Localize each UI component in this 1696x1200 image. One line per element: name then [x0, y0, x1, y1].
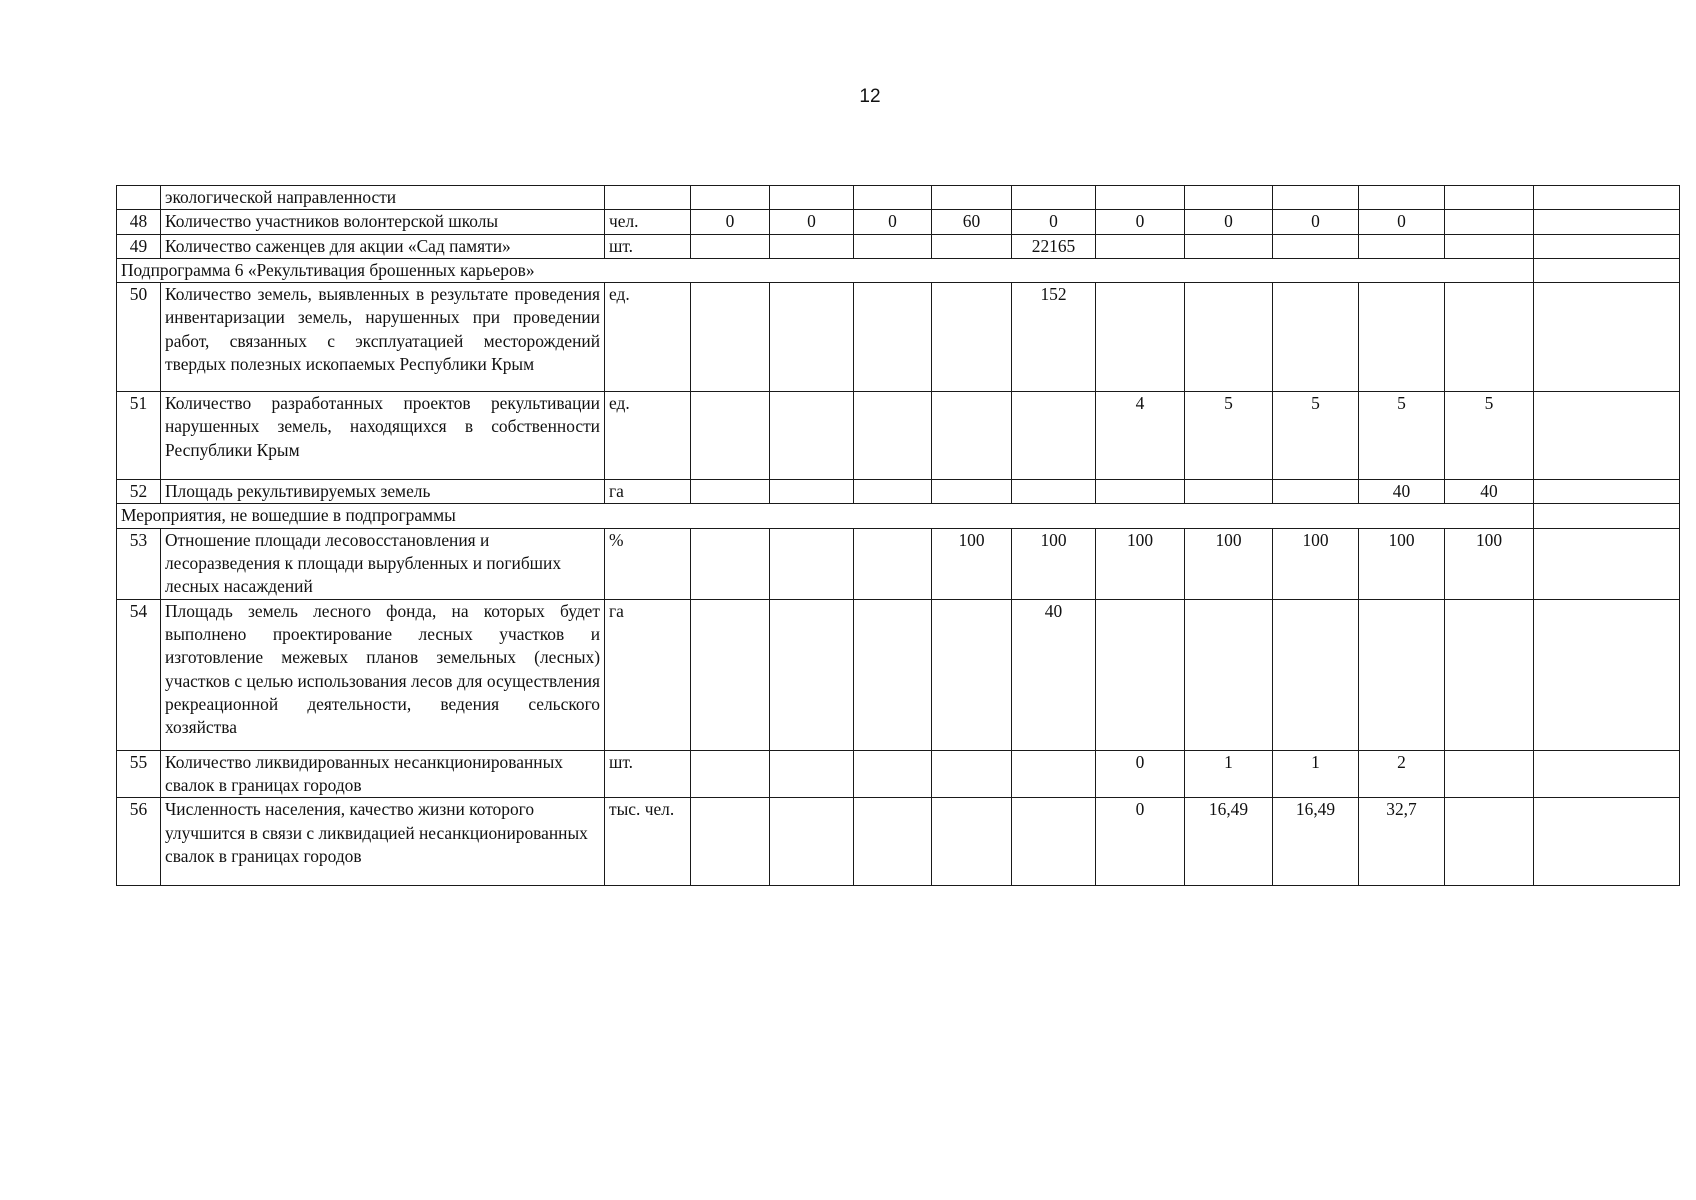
value-cell: [1185, 186, 1273, 210]
value-cell: [1185, 234, 1273, 258]
table-row: [117, 750, 1680, 798]
table-row: [117, 392, 1680, 480]
value-cell: [691, 283, 770, 392]
value-cell: [1185, 283, 1273, 392]
table-row: [117, 480, 1680, 504]
value-cell: [854, 186, 932, 210]
value-cell: [854, 283, 932, 392]
unit-cell: [605, 186, 691, 210]
value-cell: [1534, 528, 1680, 599]
value-cell: [1096, 480, 1185, 504]
indicator-name: Площадь рекультивируемых земель: [161, 480, 605, 504]
value-cell: 100: [1096, 528, 1185, 599]
value-cell: [691, 392, 770, 480]
unit-cell: ед.: [605, 392, 691, 480]
value-cell: [854, 528, 932, 599]
value-cell: 0: [1096, 798, 1185, 886]
value-cell: [1445, 599, 1534, 750]
unit-cell: шт.: [605, 234, 691, 258]
value-cell: [932, 283, 1012, 392]
value-cell: [854, 599, 932, 750]
value-cell: 5: [1359, 392, 1445, 480]
value-cell: [932, 480, 1012, 504]
value-cell: [770, 186, 854, 210]
value-cell: [691, 480, 770, 504]
value-cell: [1534, 234, 1680, 258]
unit-cell: шт.: [605, 750, 691, 798]
value-cell: 1: [1185, 750, 1273, 798]
value-cell: 0: [1096, 210, 1185, 234]
value-cell: [1359, 599, 1445, 750]
value-cell: 100: [1445, 528, 1534, 599]
value-cell: [1445, 186, 1534, 210]
value-cell: [1273, 186, 1359, 210]
value-cell: [770, 392, 854, 480]
value-cell: [691, 798, 770, 886]
table-row: [117, 186, 1680, 210]
value-cell: [770, 750, 854, 798]
row-number: 48: [117, 210, 161, 234]
value-cell: 100: [1012, 528, 1096, 599]
indicator-name: Количество саженцев для акции «Сад памяти»: [161, 234, 605, 258]
section-code-cell: [1534, 504, 1680, 528]
value-cell: [1359, 283, 1445, 392]
value-cell: [1096, 234, 1185, 258]
value-cell: [691, 186, 770, 210]
indicator-name: Площадь земель лесного фонда, на которых будет выполнено проектирование лесных участков и изготовление межевых планов земельных (лесных) участков с целью использования лесов для осуществления рекреационной деятельности, ведения сельского хозяйства: [161, 599, 605, 750]
value-cell: 0: [691, 210, 770, 234]
value-cell: 2: [1359, 750, 1445, 798]
value-cell: [1534, 186, 1680, 210]
indicator-name: Численность населения, качество жизни которого улучшится в связи с ликвидацией несанкционированных свалок в границах городов: [161, 798, 605, 886]
indicator-name: Количество разработанных проектов рекультивации нарушенных земель, находящихся в собственности Республики Крым: [161, 392, 605, 480]
value-cell: [854, 234, 932, 258]
row-number: 52: [117, 480, 161, 504]
value-cell: [1273, 480, 1359, 504]
indicator-name: экологической направленности: [161, 186, 605, 210]
value-cell: [1273, 234, 1359, 258]
table-row: [117, 234, 1680, 258]
unit-cell: га: [605, 599, 691, 750]
value-cell: [932, 392, 1012, 480]
value-cell: 5: [1445, 392, 1534, 480]
value-cell: [770, 283, 854, 392]
table-body: [117, 186, 1680, 886]
section-title: Мероприятия, не вошедшие в подпрограммы: [117, 504, 1534, 528]
value-cell: 60: [932, 210, 1012, 234]
value-cell: [854, 798, 932, 886]
value-cell: [1096, 186, 1185, 210]
section-title: Подпрограмма 6 «Рекультивация брошенных карьеров»: [117, 258, 1534, 282]
value-cell: [1534, 480, 1680, 504]
value-cell: 100: [932, 528, 1012, 599]
value-cell: [1534, 283, 1680, 392]
value-cell: [854, 392, 932, 480]
value-cell: 0: [1096, 750, 1185, 798]
indicator-name: Отношение площади лесовосстановления и лесоразведения к площади вырубленных и погибших лесных насаждений: [161, 528, 605, 599]
table-row: [117, 283, 1680, 392]
value-cell: [1359, 186, 1445, 210]
indicator-name: Количество ликвидированных несанкционированных свалок в границах городов: [161, 750, 605, 798]
value-cell: 0: [1185, 210, 1273, 234]
value-cell: [1273, 599, 1359, 750]
value-cell: [1534, 798, 1680, 886]
value-cell: 5: [1273, 392, 1359, 480]
value-cell: [1445, 283, 1534, 392]
value-cell: [1534, 599, 1680, 750]
indicators-table: [116, 185, 1680, 886]
value-cell: 100: [1359, 528, 1445, 599]
value-cell: 100: [1185, 528, 1273, 599]
value-cell: 152: [1012, 283, 1096, 392]
unit-cell: %: [605, 528, 691, 599]
value-cell: 40: [1359, 480, 1445, 504]
unit-cell: га: [605, 480, 691, 504]
unit-cell: ед.: [605, 283, 691, 392]
row-number: 51: [117, 392, 161, 480]
value-cell: [691, 599, 770, 750]
value-cell: [770, 798, 854, 886]
value-cell: 40: [1445, 480, 1534, 504]
value-cell: 5: [1185, 392, 1273, 480]
value-cell: [1359, 234, 1445, 258]
value-cell: [1012, 392, 1096, 480]
value-cell: [932, 186, 1012, 210]
value-cell: [1445, 234, 1534, 258]
value-cell: 40: [1012, 599, 1096, 750]
value-cell: [932, 599, 1012, 750]
value-cell: [1096, 599, 1185, 750]
value-cell: [1445, 210, 1534, 234]
page-number: 12: [859, 86, 881, 107]
row-number: 50: [117, 283, 161, 392]
value-cell: 0: [1359, 210, 1445, 234]
value-cell: [1185, 599, 1273, 750]
value-cell: [770, 528, 854, 599]
value-cell: [770, 234, 854, 258]
value-cell: [1012, 480, 1096, 504]
value-cell: 16,49: [1185, 798, 1273, 886]
value-cell: [1534, 750, 1680, 798]
table-row: [117, 528, 1680, 599]
value-cell: [770, 480, 854, 504]
value-cell: [1273, 283, 1359, 392]
indicator-name: Количество участников волонтерской школы: [161, 210, 605, 234]
value-cell: 100: [1273, 528, 1359, 599]
value-cell: [1096, 283, 1185, 392]
value-cell: 22165: [1012, 234, 1096, 258]
table-row: [117, 210, 1680, 234]
value-cell: [1534, 210, 1680, 234]
row-number: 53: [117, 528, 161, 599]
value-cell: [691, 528, 770, 599]
indicator-name: Количество земель, выявленных в результате проведения инвентаризации земель, нарушенных при проведении работ, связанных с эксплуатацией месторождений твердых полезных ископаемых Республики Крым: [161, 283, 605, 392]
value-cell: 0: [854, 210, 932, 234]
section-row: [117, 258, 1680, 282]
table-row: [117, 599, 1680, 750]
value-cell: 32,7: [1359, 798, 1445, 886]
value-cell: [932, 798, 1012, 886]
value-cell: 0: [1012, 210, 1096, 234]
unit-cell: тыс. чел.: [605, 798, 691, 886]
value-cell: [691, 234, 770, 258]
section-row: [117, 504, 1680, 528]
value-cell: [1445, 798, 1534, 886]
value-cell: [932, 750, 1012, 798]
row-number: [117, 186, 161, 210]
value-cell: [1534, 392, 1680, 480]
value-cell: [854, 750, 932, 798]
value-cell: 1: [1273, 750, 1359, 798]
value-cell: [1185, 480, 1273, 504]
section-code-cell: [1534, 258, 1680, 282]
value-cell: [770, 599, 854, 750]
table-row: [117, 798, 1680, 886]
value-cell: [854, 480, 932, 504]
value-cell: 0: [1273, 210, 1359, 234]
value-cell: 4: [1096, 392, 1185, 480]
unit-cell: чел.: [605, 210, 691, 234]
value-cell: [1012, 798, 1096, 886]
value-cell: [1012, 186, 1096, 210]
row-number: 49: [117, 234, 161, 258]
row-number: 56: [117, 798, 161, 886]
value-cell: [691, 750, 770, 798]
row-number: 54: [117, 599, 161, 750]
value-cell: [932, 234, 1012, 258]
value-cell: [1445, 750, 1534, 798]
value-cell: 0: [770, 210, 854, 234]
value-cell: [1012, 750, 1096, 798]
value-cell: 16,49: [1273, 798, 1359, 886]
row-number: 55: [117, 750, 161, 798]
